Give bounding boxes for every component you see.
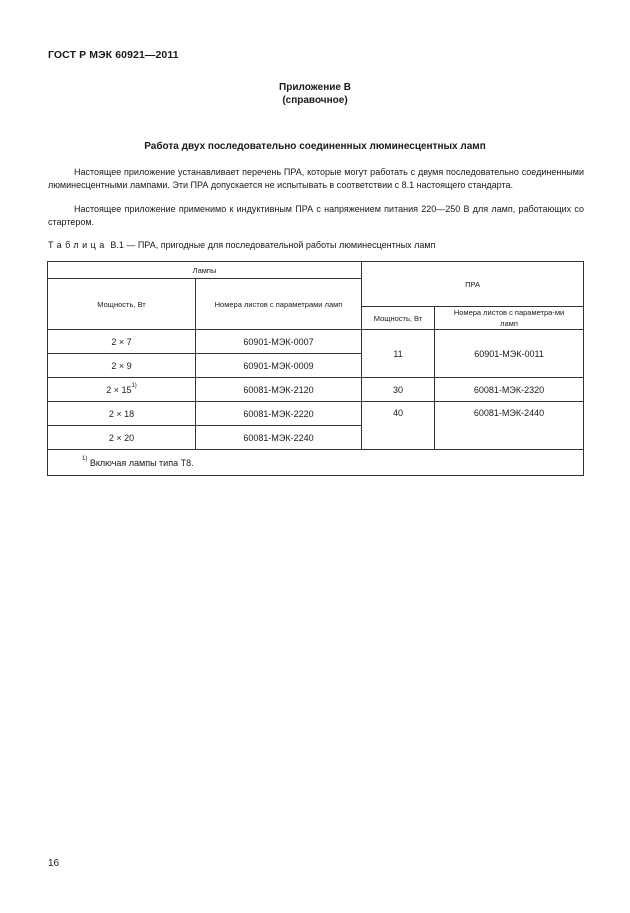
- paragraph-scope: [48, 166, 584, 191]
- table-row: [48, 330, 584, 354]
- header-ballast: [362, 262, 584, 307]
- ballast-power-cell: 40: [362, 402, 435, 450]
- ballast-power-cell: 30: [362, 378, 435, 402]
- lamp-sheet-cell: 60081-МЭК-2120: [196, 378, 362, 402]
- paragraph-applicability: [48, 203, 584, 228]
- lamp-power-cell: 2 × 20: [48, 426, 196, 450]
- annex-subtitle: (справочное): [282, 95, 348, 106]
- page-number: 16: [48, 858, 60, 869]
- footnote-text: Включая лампы типа Т8.: [89, 457, 194, 468]
- header-ballast-sheets: Номера листов с параметра-ми ламп: [435, 307, 584, 330]
- paragraph-text: Настоящее приложение применимо к индуктивным ПРА с напряжением питания 220—250 В для ламп, работающих со стартером.: [48, 204, 584, 227]
- ballast-sheet-cell: 60081-МЭК-2440: [435, 402, 584, 450]
- header-lamp-power: Мощность, Вт: [48, 279, 196, 330]
- annex-heading: [0, 81, 630, 107]
- lamp-sheet-cell: 60081-МЭК-2220: [196, 402, 362, 426]
- lamp-sheet-cell: 60901-МЭК-0007: [196, 330, 362, 354]
- lamp-power-cell: 2 × 7: [48, 330, 196, 354]
- paragraph-text: Настоящее приложение устанавливает перечень ПРА, которые могут работать с двумя последовательно соединенными люминесцентными лампами. Эти ПРА допускается не испытывать в соответствии с 8.1 настоящего стандарта.: [48, 167, 584, 190]
- table-caption-prefix: Таблица: [48, 240, 108, 250]
- lamp-sheet-cell: 60901-МЭК-0009: [196, 354, 362, 378]
- table-row: [48, 378, 584, 402]
- ballast-power-cell: 11: [362, 330, 435, 378]
- lamp-power-cell: 2 × 9: [48, 354, 196, 378]
- table-footnote-row: [48, 450, 584, 476]
- header-lamp-sheets: Номера листов с параметрами ламп: [196, 279, 362, 330]
- footnote-ref: 1): [131, 382, 137, 389]
- ballast-sheet-cell: 60081-МЭК-2320: [435, 378, 584, 402]
- footnote-mark: 1): [82, 455, 88, 462]
- section-title: Работа двух последовательно соединенных люминесцентных ламп: [144, 141, 486, 152]
- table-caption: [48, 240, 436, 250]
- lamp-power-value: 2 × 15: [106, 384, 132, 395]
- annex-title: Приложение В: [279, 82, 351, 93]
- lamp-power-cell: 2 × 18: [48, 402, 196, 426]
- lamp-power-cell: [48, 378, 196, 402]
- ballast-table: [47, 261, 584, 476]
- table-row: [48, 402, 584, 426]
- lamp-sheet-cell: 60081-МЭК-2240: [196, 426, 362, 450]
- document-code: ГОСТ Р МЭК 60921—2011: [48, 49, 179, 61]
- table-footnote: [48, 450, 584, 476]
- header-ballast-label: ПРА: [465, 279, 480, 289]
- table-caption-text: В.1 — ПРА, пригодные для последовательной работы люминесцентных ламп: [110, 240, 436, 250]
- header-ballast-power: Мощность, Вт: [362, 307, 435, 330]
- header-lamps: Лампы: [48, 262, 362, 279]
- ballast-sheet-cell: 60901-МЭК-0011: [435, 330, 584, 378]
